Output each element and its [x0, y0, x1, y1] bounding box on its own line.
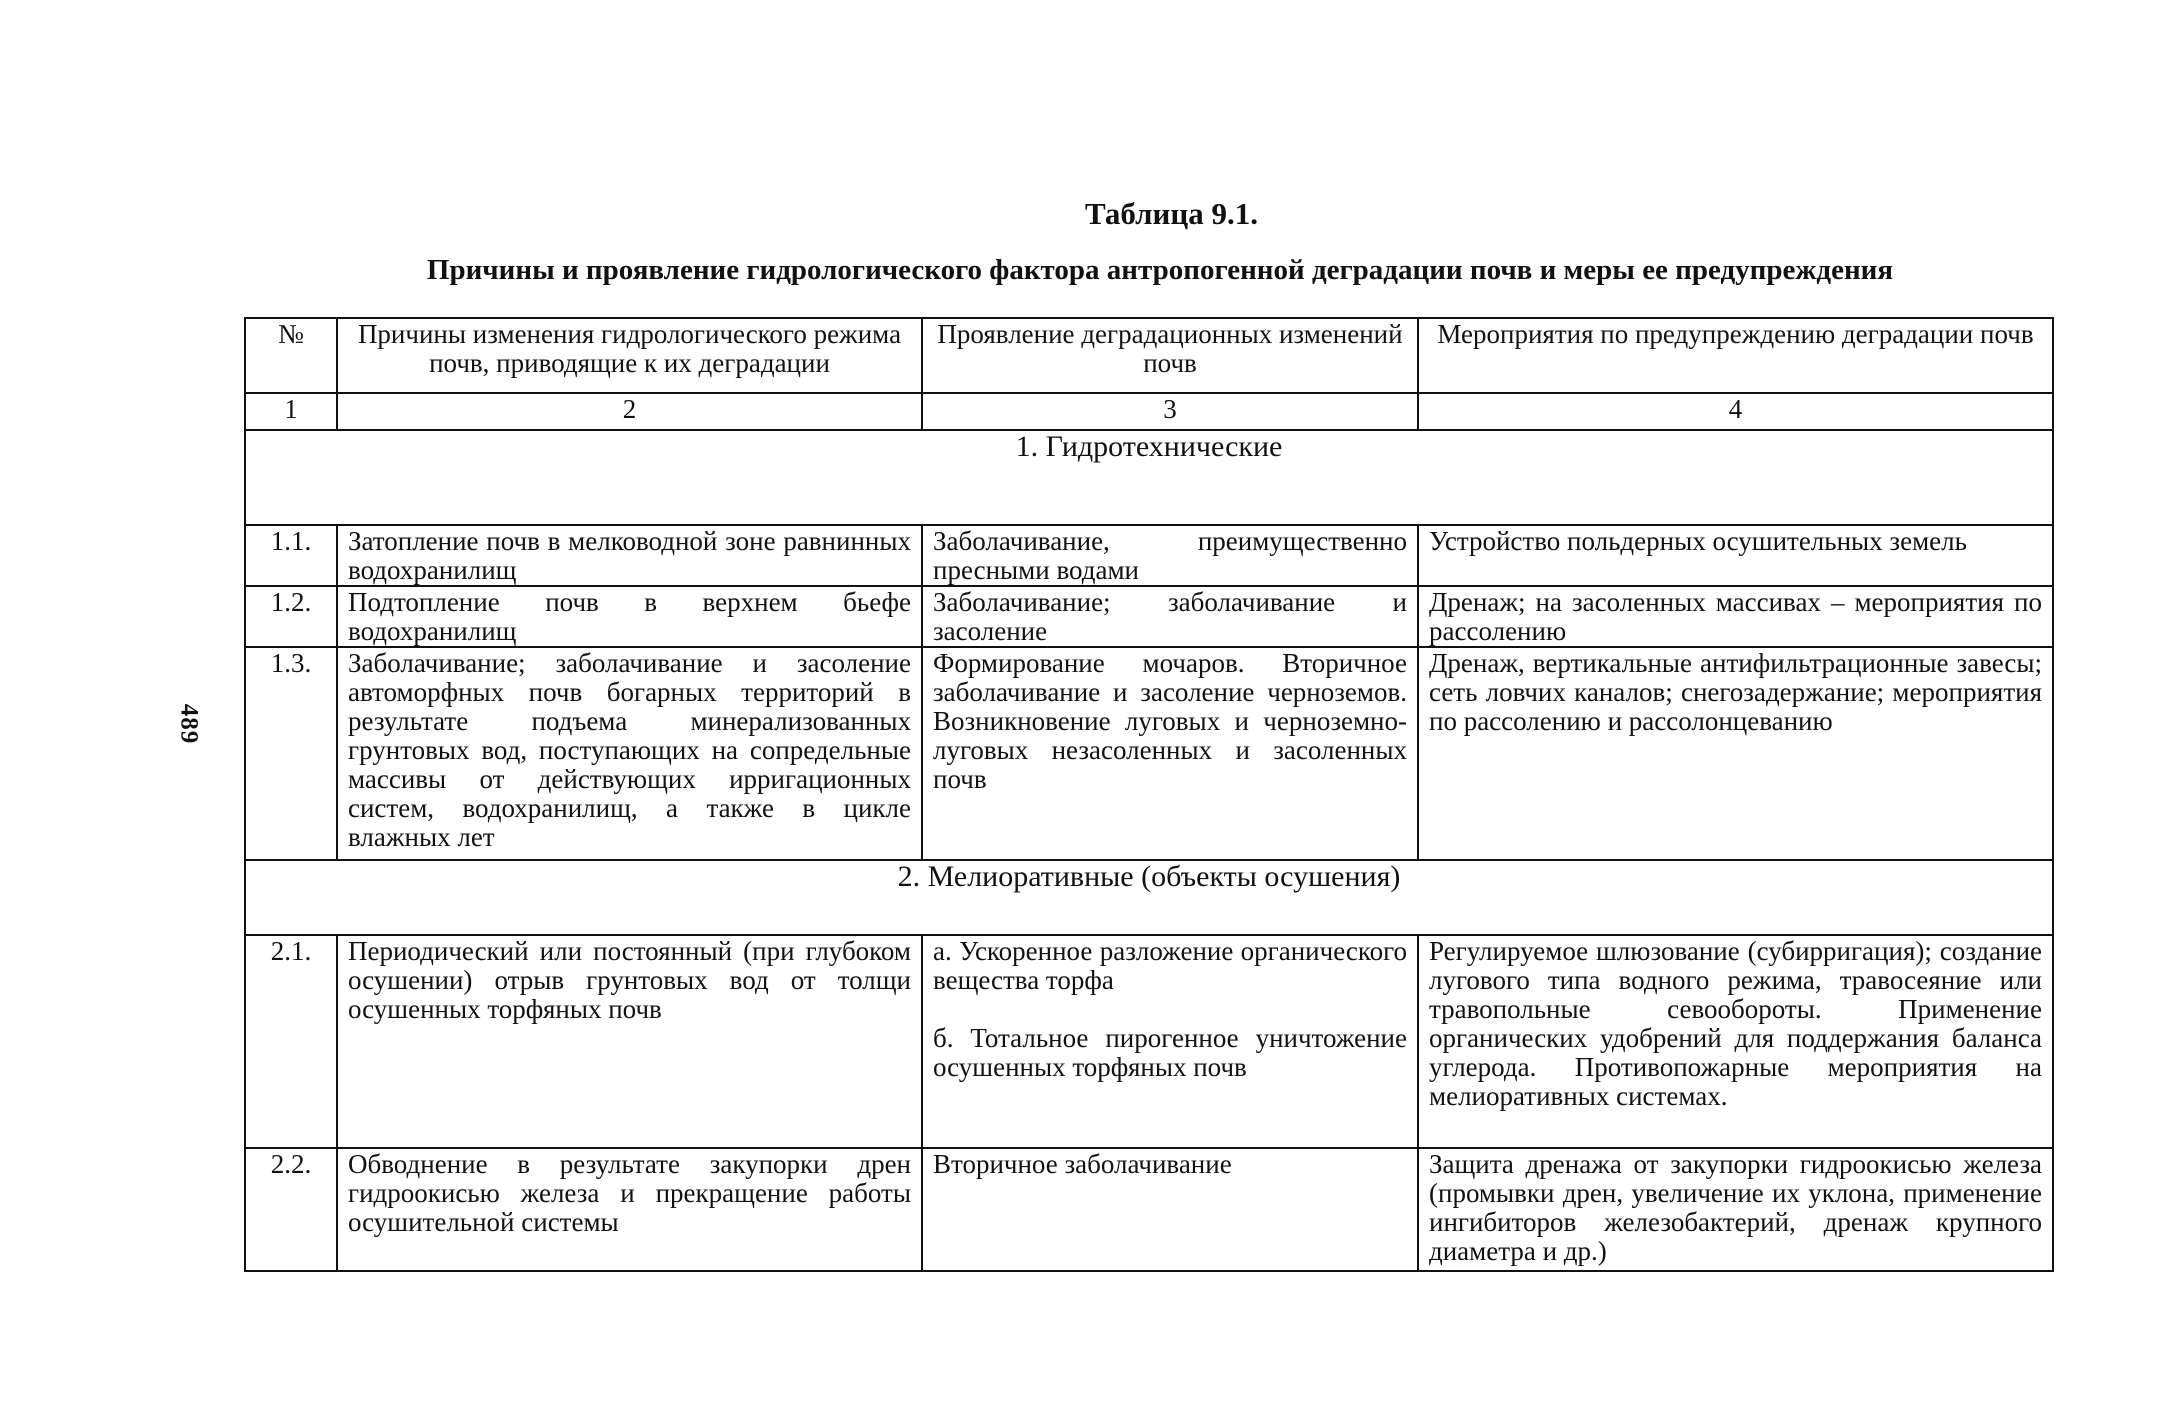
row-measures: Устройство польдерных осушительных земель [1418, 525, 2053, 586]
row-cause: Подтопление почв в верхнем бьефе водохранилищ [337, 586, 922, 647]
table-row [245, 935, 2053, 1148]
header-manifestation: Проявление деградационных изменений почв [922, 318, 1418, 393]
column-number: 2 [337, 393, 922, 430]
header-number: № [245, 318, 337, 393]
table-label: Таблица 9.1. [1085, 196, 1258, 231]
manifestation-item-b: б. Тотальное пирогенное уничтожение осушенных торфяных почв [933, 1023, 1407, 1082]
row-measures: Регулируемое шлюзование (субирригация); создание лугового типа водного режима, травосеяние или травопольные севообороты. Применение органических удобрений для поддержания баланса углерода. Противопожарные мероприятия на мелиоративных системах. [1418, 935, 2053, 1148]
row-number: 1.2. [245, 586, 337, 647]
row-cause: Обводнение в результате закупорки дрен гидроокисью железа и прекращение работы осушительной системы [337, 1148, 922, 1271]
row-number: 1.3. [245, 647, 337, 860]
table-row [245, 586, 2053, 647]
row-manifestation: Формирование мочаров. Вторичное заболачивание и засоление черноземов. Возникновение луговых и черноземно-луговых незасоленных и засоленных почв [922, 647, 1418, 860]
column-number: 4 [1418, 393, 2053, 430]
section-title: 2. Мелиоративные (объекты осушения) [245, 860, 2053, 935]
column-number-row [245, 393, 2053, 430]
row-number: 2.2. [245, 1148, 337, 1271]
row-cause: Заболачивание; заболачивание и засоление автоморфных почв богарных территорий в результате подъема минерализованных грунтовых вод, поступающих на сопредельные массивы от действующих ирригационных систем, водохранилищ, а также в цикле влажных лет [337, 647, 922, 860]
table-caption: Причины и проявление гидрологического фактора антропогенной деградации почв и меры ее предупреждения [426, 254, 1894, 286]
header-causes: Причины изменения гидрологического режима почв, приводящие к их деградации [337, 318, 922, 393]
section-title: 1. Гидротехнические [245, 430, 2053, 525]
row-manifestation: Заболачивание, преимущественно пресными водами [922, 525, 1418, 586]
row-measures: Защита дренажа от закупорки гидроокисью железа (промывки дрен, увеличение их уклона, применение ингибиторов железобактерий, дренаж крупного диаметра и др.) [1418, 1148, 2053, 1271]
column-number: 1 [245, 393, 337, 430]
row-number: 1.1. [245, 525, 337, 586]
page-number: 489 [175, 703, 203, 745]
row-measures: Дренаж; на засоленных массивах – мероприятия по рассолению [1418, 586, 2053, 647]
column-number: 3 [922, 393, 1418, 430]
section-row [245, 430, 2053, 525]
data-table [244, 317, 2054, 1272]
row-manifestation [922, 935, 1418, 1148]
header-row [245, 318, 2053, 393]
row-cause: Затопление почв в мелководной зоне равнинных водохранилищ [337, 525, 922, 586]
section-row [245, 860, 2053, 935]
row-number: 2.1. [245, 935, 337, 1148]
table-row [245, 647, 2053, 860]
row-cause: Периодический или постоянный (при глубоком осушении) отрыв грунтовых вод от толщи осушенных торфяных почв [337, 935, 922, 1148]
table-row [245, 1148, 2053, 1271]
row-manifestation: Вторичное заболачивание [922, 1148, 1418, 1271]
row-manifestation: Заболачивание; заболачивание и засоление [922, 586, 1418, 647]
header-measures: Мероприятия по предупреждению деградации почв [1418, 318, 2053, 393]
manifestation-item-a: а. Ускоренное разложение органического вещества торфа [933, 936, 1407, 995]
row-measures: Дренаж, вертикальные антифильтрационные завесы; сеть ловчих каналов; снегозадержание; мероприятия по рассолению и рассолонцеванию [1418, 647, 2053, 860]
table-row [245, 525, 2053, 586]
